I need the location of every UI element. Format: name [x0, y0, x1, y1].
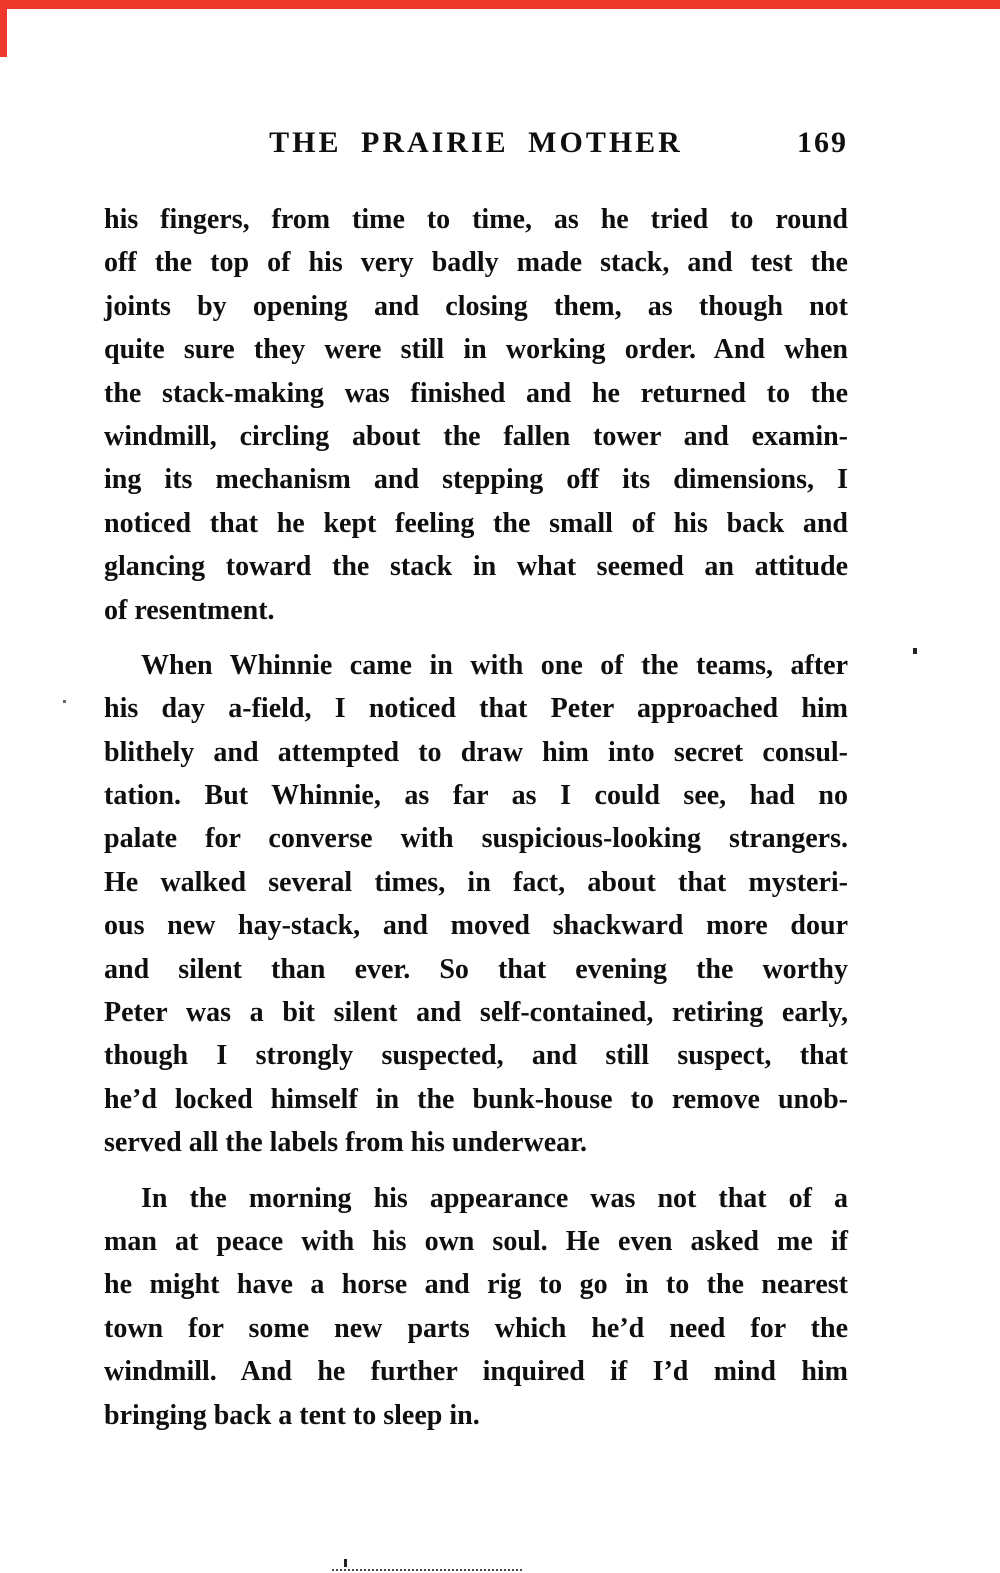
text-line: ous new hay-stack, and moved shackward more dour — [104, 910, 848, 942]
text-line: windmill, circling about the fallen tower and examin- — [104, 420, 848, 452]
page-number: 169 — [797, 126, 848, 159]
text-line: palate for converse with suspicious-looking strangers. — [104, 823, 848, 855]
text-line: his fingers, from time to time, as he tried to round — [104, 204, 848, 235]
paragraph-1 — [104, 198, 848, 632]
text-line: the stack-making was finished and he returned to the — [104, 377, 848, 409]
text-line: though I strongly suspected, and still suspect, that — [104, 1040, 848, 1072]
text-line: of resentment. — [104, 594, 275, 626]
text-line: he might have a horse and rig to go in to the nearest — [104, 1269, 848, 1301]
text-line: tation. But Whinnie, as far as I could see, had no — [104, 780, 848, 812]
text-line: bringing back a tent to sleep in. — [104, 1399, 480, 1431]
scan-edge-left-red-bar — [0, 0, 7, 57]
body-text — [104, 198, 848, 1437]
scan-speck — [913, 648, 917, 654]
scan-edge-top-red-bar — [0, 0, 1000, 9]
text-line: Peter was a bit silent and self-contained, retiring early, — [104, 997, 848, 1029]
scan-tick-mark — [344, 1559, 347, 1567]
text-line: off the top of his very badly made stack, and test the — [104, 247, 848, 279]
text-line: ing its mechanism and stepping off its dimensions, I — [104, 464, 848, 496]
text-line: glancing toward the stack in what seemed an attitude — [104, 551, 848, 583]
text-line: quite sure they were still in working order. And when — [104, 334, 848, 366]
text-line: he’d locked himself in the bunk-house to remove unob- — [104, 1083, 848, 1115]
text-line: He walked several times, in fact, about that mysteri- — [104, 866, 848, 898]
text-line: his day a-field, I noticed that Peter approached him — [104, 693, 848, 725]
running-header — [104, 126, 848, 160]
text-line: town for some new parts which he’d need for the — [104, 1312, 848, 1344]
text-line: blithely and attempted to draw him into secret consul- — [104, 736, 848, 768]
scan-dotted-line — [332, 1569, 522, 1571]
paragraph-2 — [104, 644, 848, 1165]
paragraph-3 — [104, 1177, 848, 1437]
scan-speck — [63, 700, 66, 703]
text-line: served all the labels from his underwear. — [104, 1127, 587, 1159]
text-line: When Whinnie came in with one of the teams, after — [141, 649, 848, 681]
text-line: In the morning his appearance was not that of a — [141, 1182, 848, 1214]
text-line: noticed that he kept feeling the small of his back and — [104, 507, 848, 539]
text-line: man at peace with his own soul. He even asked me if — [104, 1225, 848, 1257]
text-line: and silent than ever. So that evening the worthy — [104, 953, 848, 985]
text-line: windmill. And he further inquired if I’d mind him — [104, 1356, 848, 1388]
book-title-header: THE PRAIRIE MOTHER — [269, 126, 683, 159]
text-line: joints by opening and closing them, as though not — [104, 290, 848, 322]
